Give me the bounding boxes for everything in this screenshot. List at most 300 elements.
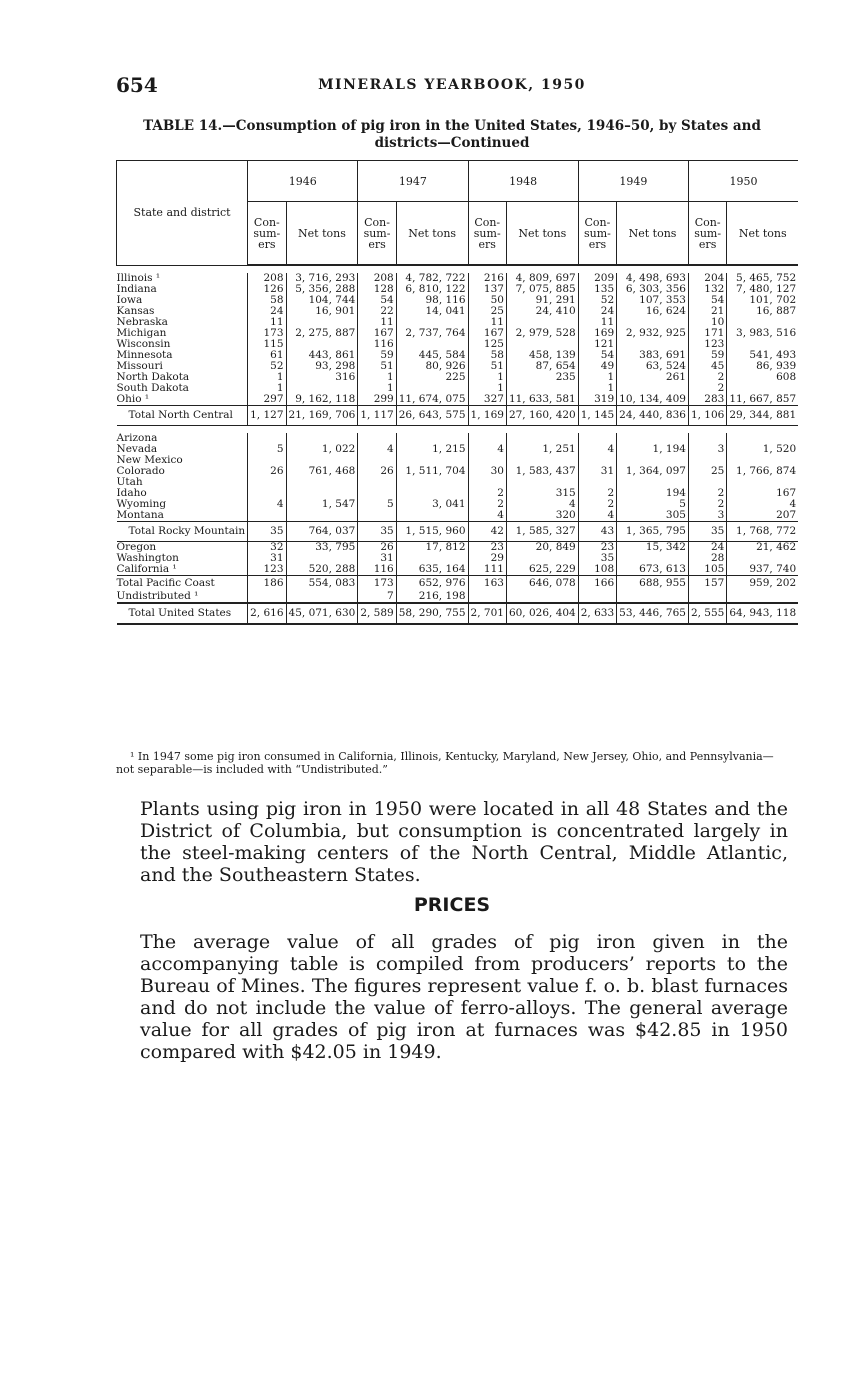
net-tons-cell: 11, 674, 075 — [396, 394, 468, 406]
consumers-cell: 35 — [578, 553, 616, 564]
net-tons-cell: 167 — [727, 488, 798, 499]
net-tons-cell: 3, 983, 516 — [727, 328, 798, 339]
net-tons-cell: 6, 303, 356 — [617, 284, 689, 295]
section-heading-prices: PRICES — [413, 894, 491, 916]
consumers-cell: 167 — [358, 328, 396, 339]
consumers-cell: 123 — [248, 564, 286, 576]
consumers-cell: 4 — [358, 444, 396, 455]
consumers-cell: 4 — [468, 444, 506, 455]
table-row — [117, 499, 799, 510]
state-cell: Colorado — [116, 465, 165, 477]
net-tons-cell: 3, 041 — [396, 499, 468, 510]
net-tons-cell: 1, 585, 327 — [506, 522, 578, 542]
net-tons-cell: 60, 026, 404 — [506, 603, 578, 624]
consumers-cell: 24 — [578, 306, 616, 317]
net-tons-cell: 64, 943, 118 — [727, 603, 798, 624]
net-tons-cell: 6, 810, 122 — [396, 284, 468, 295]
net-tons-cell: 261 — [617, 372, 689, 383]
consumers-header: Con-sum-ers — [688, 202, 726, 266]
consumers-cell: 58 — [468, 350, 506, 361]
consumers-cell: 283 — [688, 394, 726, 406]
consumers-cell: 208 — [248, 273, 286, 284]
consumers-cell: 125 — [468, 339, 506, 350]
net-tons-cell: 80, 926 — [396, 361, 468, 372]
net-tons-cell: 1, 511, 704 — [396, 466, 468, 477]
consumers-cell: 173 — [248, 328, 286, 339]
consumers-cell: 35 — [688, 522, 726, 542]
table-row — [117, 576, 799, 592]
consumers-header: Con-sum-ers — [248, 202, 286, 266]
consumers-cell: 23 — [468, 542, 506, 554]
net-tons-cell — [286, 477, 358, 488]
consumers-cell: 1 — [578, 383, 616, 394]
table-row — [117, 542, 799, 554]
table-row — [117, 394, 799, 406]
consumers-cell: 24 — [688, 542, 726, 554]
consumers-cell: 297 — [248, 394, 286, 406]
net-tons-cell: 1, 215 — [396, 444, 468, 455]
consumers-cell: 32 — [248, 542, 286, 554]
consumers-cell: 21 — [688, 306, 726, 317]
consumers-cell: 11 — [468, 317, 506, 328]
net-tons-cell: 5, 356, 288 — [286, 284, 358, 295]
consumers-cell — [248, 591, 286, 603]
consumers-cell: 128 — [358, 284, 396, 295]
net-tons-cell: 541, 493 — [727, 350, 798, 361]
consumers-cell: 157 — [688, 576, 726, 592]
consumers-cell: 327 — [468, 394, 506, 406]
consumers-cell: 116 — [358, 339, 396, 350]
net-tons-cell: 1, 251 — [506, 444, 578, 455]
net-tons-cell: 29, 344, 881 — [727, 406, 798, 426]
consumers-cell: 204 — [688, 273, 726, 284]
consumers-cell: 208 — [358, 273, 396, 284]
state-column-header: State and district — [117, 161, 248, 266]
net-tons-cell: 11, 633, 581 — [506, 394, 578, 406]
net-tons-cell — [506, 591, 578, 603]
consumers-cell: 11 — [248, 317, 286, 328]
state-cell: South Dakota — [116, 382, 189, 394]
state-cell: Nebraska — [116, 316, 168, 328]
net-tons-cell: 4, 782, 722 — [396, 273, 468, 284]
year-header-1947: 1947 — [358, 161, 468, 202]
consumers-cell: 1 — [358, 383, 396, 394]
net-tons-cell: 235 — [506, 372, 578, 383]
year-header-1948: 1948 — [468, 161, 578, 202]
net-tons-cell: 761, 468 — [286, 466, 358, 477]
state-cell: Montana — [116, 509, 164, 521]
paragraph-average-value: The average value of all grades of pig iron given in the accompanying table is compiled from producers’ reports to the Bureau of Mines. The figures represent value f. o. b. blast furnaces and do not include the value of ferro-alloys. The general average value for all grades of pig iron at furnaces was $42.85 in 1950 compared with $42.05 in 1949. — [140, 931, 788, 1063]
consumers-cell: 5 — [358, 499, 396, 510]
net-tons-cell: 316 — [286, 372, 358, 383]
net-tons-cell — [617, 591, 689, 603]
net-tons-cell: 17, 812 — [396, 542, 468, 554]
consumers-cell: 4 — [468, 510, 506, 522]
year-header-1950: 1950 — [688, 161, 798, 202]
consumers-cell: 42 — [468, 522, 506, 542]
state-cell: Iowa — [116, 294, 143, 306]
net-tons-cell: 24, 410 — [506, 306, 578, 317]
consumers-cell: 121 — [578, 339, 616, 350]
table-row — [117, 591, 799, 603]
consumers-cell — [248, 510, 286, 522]
consumers-cell: 2, 633 — [578, 603, 616, 624]
consumers-cell: 126 — [248, 284, 286, 295]
net-tons-cell: 458, 139 — [506, 350, 578, 361]
consumers-cell: 2, 589 — [358, 603, 396, 624]
consumers-cell: 1, 117 — [358, 406, 396, 426]
table-row — [117, 406, 799, 426]
state-cell: Wisconsin — [116, 338, 171, 350]
table-body — [117, 265, 799, 624]
net-tons-cell: 207 — [727, 510, 798, 522]
consumers-cell: 137 — [468, 284, 506, 295]
consumers-cell: 1 — [248, 372, 286, 383]
net-tons-header: Net tons — [286, 202, 358, 266]
state-cell: Nevada — [116, 443, 158, 455]
consumers-header: Con-sum-ers — [578, 202, 616, 266]
table-row — [117, 466, 799, 477]
consumers-cell: 4 — [248, 499, 286, 510]
consumers-cell: 171 — [688, 328, 726, 339]
consumers-cell: 1, 127 — [248, 406, 286, 426]
net-tons-cell: 53, 446, 765 — [617, 603, 689, 624]
net-tons-cell: 27, 160, 420 — [506, 406, 578, 426]
net-tons-cell: 11, 667, 857 — [727, 394, 798, 406]
net-tons-cell: 315 — [506, 488, 578, 499]
consumers-cell: 4 — [578, 510, 616, 522]
consumers-cell: 108 — [578, 564, 616, 576]
consumers-cell — [578, 591, 616, 603]
net-tons-cell: 652, 976 — [396, 576, 468, 592]
net-tons-cell: 20, 849 — [506, 542, 578, 554]
net-tons-cell: 2, 932, 925 — [617, 328, 689, 339]
table-row — [117, 372, 799, 383]
table-row — [117, 306, 799, 317]
net-tons-header: Net tons — [396, 202, 468, 266]
net-tons-cell: 688, 955 — [617, 576, 689, 592]
state-cell: New Mexico — [116, 454, 183, 466]
year-header-row — [117, 161, 799, 202]
consumers-cell: 135 — [578, 284, 616, 295]
consumers-header: Con-sum-ers — [358, 202, 396, 266]
consumers-cell: 26 — [358, 466, 396, 477]
net-tons-cell: 1, 365, 795 — [617, 522, 689, 542]
net-tons-cell: 93, 298 — [286, 361, 358, 372]
net-tons-cell — [727, 591, 798, 603]
page-header — [116, 73, 788, 97]
consumers-cell: 50 — [468, 295, 506, 306]
net-tons-cell: 1, 766, 874 — [727, 466, 798, 477]
consumers-cell: 31 — [358, 553, 396, 564]
consumers-cell: 1 — [468, 383, 506, 394]
consumers-header: Con-sum-ers — [468, 202, 506, 266]
state-cell: Illinois ¹ — [116, 272, 161, 284]
net-tons-cell: 7, 480, 127 — [727, 284, 798, 295]
net-tons-cell: 320 — [506, 510, 578, 522]
consumers-cell: 23 — [578, 542, 616, 554]
net-tons-cell: 87, 654 — [506, 361, 578, 372]
consumers-cell: 59 — [688, 350, 726, 361]
consumers-cell: 2, 555 — [688, 603, 726, 624]
consumers-cell — [248, 477, 286, 488]
state-cell: Wyoming — [116, 498, 167, 510]
net-tons-cell: 2, 275, 887 — [286, 328, 358, 339]
state-cell: Michigan — [116, 327, 167, 339]
net-tons-cell — [286, 591, 358, 603]
consumers-cell: 1 — [358, 372, 396, 383]
running-title: MINERALS YEARBOOK, 1950 — [318, 77, 586, 93]
net-tons-cell: 24, 440, 836 — [617, 406, 689, 426]
consumers-cell: 163 — [468, 576, 506, 592]
consumers-cell: 186 — [248, 576, 286, 592]
net-tons-cell: 107, 353 — [617, 295, 689, 306]
net-tons-cell: 4 — [727, 499, 798, 510]
net-tons-cell: 21, 169, 706 — [286, 406, 358, 426]
net-tons-cell: 98, 116 — [396, 295, 468, 306]
consumers-cell: 22 — [358, 306, 396, 317]
consumers-cell: 299 — [358, 394, 396, 406]
consumers-cell: 2, 701 — [468, 603, 506, 624]
net-tons-cell: 15, 342 — [617, 542, 689, 554]
net-tons-cell: 1, 364, 097 — [617, 466, 689, 477]
net-tons-cell: 58, 290, 755 — [396, 603, 468, 624]
net-tons-cell: 21, 462 — [727, 542, 798, 554]
state-cell: Missouri — [116, 360, 163, 372]
consumers-cell: 26 — [358, 542, 396, 554]
consumers-cell: 116 — [358, 564, 396, 576]
consumers-cell: 11 — [578, 317, 616, 328]
net-tons-cell: 104, 744 — [286, 295, 358, 306]
consumers-cell: 31 — [248, 553, 286, 564]
consumers-cell: 1 — [248, 383, 286, 394]
year-header-1946: 1946 — [248, 161, 358, 202]
net-tons-cell: 216, 198 — [396, 591, 468, 603]
state-cell: Kansas — [116, 305, 155, 317]
consumers-cell: 2 — [468, 499, 506, 510]
consumers-cell: 2 — [688, 499, 726, 510]
table-row — [117, 564, 799, 576]
state-cell: Ohio ¹ — [116, 393, 150, 405]
consumers-cell: 35 — [248, 522, 286, 542]
net-tons-cell: 91, 291 — [506, 295, 578, 306]
consumers-cell — [688, 591, 726, 603]
consumers-cell: 54 — [688, 295, 726, 306]
state-cell: Undistributed ¹ — [116, 590, 199, 602]
consumers-cell: 1, 169 — [468, 406, 506, 426]
consumers-cell: 45 — [688, 361, 726, 372]
consumers-cell: 51 — [358, 361, 396, 372]
net-tons-cell: 554, 083 — [286, 576, 358, 592]
consumers-cell: 123 — [688, 339, 726, 350]
consumers-cell: 35 — [358, 522, 396, 542]
table-row — [117, 510, 799, 522]
consumers-cell: 28 — [688, 553, 726, 564]
net-tons-cell: 608 — [727, 372, 798, 383]
net-tons-cell: 635, 164 — [396, 564, 468, 576]
net-tons-cell: 1, 194 — [617, 444, 689, 455]
consumers-cell: 115 — [248, 339, 286, 350]
consumers-cell: 43 — [578, 522, 616, 542]
consumers-cell: 2 — [578, 499, 616, 510]
consumers-cell: 10 — [688, 317, 726, 328]
consumers-cell: 24 — [248, 306, 286, 317]
consumers-cell: 216 — [468, 273, 506, 284]
net-tons-cell: 9, 162, 118 — [286, 394, 358, 406]
consumers-cell: 59 — [358, 350, 396, 361]
consumers-cell: 166 — [578, 576, 616, 592]
net-tons-cell: 1, 583, 437 — [506, 466, 578, 477]
net-tons-cell: 45, 071, 630 — [286, 603, 358, 624]
net-tons-cell: 16, 901 — [286, 306, 358, 317]
consumers-cell: 52 — [248, 361, 286, 372]
table-title: TABLE 14.—Consumption of pig iron in the United States, 1946–50, by States and districts—Continued — [143, 118, 761, 151]
state-cell: North Dakota — [116, 371, 190, 383]
net-tons-header: Net tons — [617, 202, 689, 266]
state-cell: Minnesota — [116, 349, 173, 361]
consumers-cell: 51 — [468, 361, 506, 372]
state-cell: Total North Central — [117, 406, 248, 426]
net-tons-cell: 646, 078 — [506, 576, 578, 592]
table-row — [117, 603, 799, 624]
state-cell: Total Pacific Coast — [117, 576, 248, 592]
consumers-cell: 29 — [468, 553, 506, 564]
consumers-cell: 1 — [578, 372, 616, 383]
net-tons-cell: 4, 809, 697 — [506, 273, 578, 284]
net-tons-cell: 959, 202 — [727, 576, 798, 592]
net-tons-cell: 14, 041 — [396, 306, 468, 317]
consumers-cell: 167 — [468, 328, 506, 339]
consumers-cell: 111 — [468, 564, 506, 576]
net-tons-cell: 383, 691 — [617, 350, 689, 361]
state-cell: Idaho — [116, 487, 147, 499]
state-cell: Indiana — [116, 283, 157, 295]
net-tons-cell — [286, 510, 358, 522]
net-tons-cell: 225 — [396, 372, 468, 383]
state-cell: Washington — [116, 552, 179, 564]
consumers-cell: 2 — [578, 488, 616, 499]
net-tons-cell: 1, 547 — [286, 499, 358, 510]
consumers-cell: 1, 145 — [578, 406, 616, 426]
net-tons-cell: 1, 515, 960 — [396, 522, 468, 542]
state-cell: Total United States — [117, 603, 248, 624]
consumers-cell: 319 — [578, 394, 616, 406]
consumers-cell: 11 — [358, 317, 396, 328]
consumers-cell: 169 — [578, 328, 616, 339]
consumption-table-container — [116, 160, 797, 625]
net-tons-header: Net tons — [506, 202, 578, 266]
net-tons-cell: 4 — [506, 499, 578, 510]
state-cell: Utah — [116, 476, 143, 488]
net-tons-cell: 1, 022 — [286, 444, 358, 455]
table-row — [117, 328, 799, 339]
page-number: 654 — [116, 73, 158, 97]
net-tons-cell — [396, 510, 468, 522]
net-tons-cell: 305 — [617, 510, 689, 522]
net-tons-cell: 5, 465, 752 — [727, 273, 798, 284]
consumers-cell: 173 — [358, 576, 396, 592]
state-cell: Total Rocky Mountain — [117, 522, 248, 542]
net-tons-header: Net tons — [727, 202, 798, 266]
consumers-cell: 49 — [578, 361, 616, 372]
state-cell: Arizona — [116, 432, 158, 444]
net-tons-cell: 2, 979, 528 — [506, 328, 578, 339]
consumers-cell: 3 — [688, 510, 726, 522]
consumers-cell: 26 — [248, 466, 286, 477]
consumers-cell: 105 — [688, 564, 726, 576]
consumers-cell: 2 — [688, 488, 726, 499]
net-tons-cell: 1, 520 — [727, 444, 798, 455]
net-tons-cell: 445, 584 — [396, 350, 468, 361]
consumers-cell: 2 — [688, 383, 726, 394]
consumers-cell — [358, 510, 396, 522]
net-tons-cell: 443, 861 — [286, 350, 358, 361]
consumers-cell: 54 — [578, 350, 616, 361]
consumers-cell: 30 — [468, 466, 506, 477]
year-header-1949: 1949 — [578, 161, 688, 202]
consumers-cell: 1 — [468, 372, 506, 383]
spacer-cell — [117, 426, 799, 434]
net-tons-cell — [396, 477, 468, 488]
consumers-cell: 3 — [688, 444, 726, 455]
consumers-cell: 209 — [578, 273, 616, 284]
consumers-cell: 2 — [688, 372, 726, 383]
table-row — [117, 444, 799, 455]
consumers-cell: 61 — [248, 350, 286, 361]
net-tons-cell: 7, 075, 885 — [506, 284, 578, 295]
footnote: ¹ In 1947 some pig iron consumed in California, Illinois, Kentucky, Maryland, New Jersey, Ohio, and Pennsylvania—not separable—is included with “Undistributed.” — [116, 750, 774, 776]
net-tons-cell: 16, 624 — [617, 306, 689, 317]
net-tons-cell: 10, 134, 409 — [617, 394, 689, 406]
net-tons-cell: 101, 702 — [727, 295, 798, 306]
consumers-cell: 2 — [468, 488, 506, 499]
consumers-cell: 2, 616 — [248, 603, 286, 624]
consumers-cell: 5 — [248, 444, 286, 455]
state-cell: Oregon — [116, 541, 157, 553]
net-tons-cell: 937, 740 — [727, 564, 798, 576]
consumers-cell: 58 — [248, 295, 286, 306]
net-tons-cell: 16, 887 — [727, 306, 798, 317]
consumers-cell: 7 — [358, 591, 396, 603]
consumption-table — [116, 160, 798, 625]
consumers-cell — [358, 477, 396, 488]
consumers-cell: 31 — [578, 466, 616, 477]
net-tons-cell: 625, 229 — [506, 564, 578, 576]
consumers-cell: 1, 106 — [688, 406, 726, 426]
consumers-cell: 25 — [688, 466, 726, 477]
net-tons-cell: 63, 524 — [617, 361, 689, 372]
spacer-row — [117, 426, 799, 434]
net-tons-cell: 4, 498, 693 — [617, 273, 689, 284]
net-tons-cell: 5 — [617, 499, 689, 510]
net-tons-cell: 86, 939 — [727, 361, 798, 372]
consumers-cell: 54 — [358, 295, 396, 306]
consumers-cell: 132 — [688, 284, 726, 295]
net-tons-cell: 194 — [617, 488, 689, 499]
net-tons-cell: 764, 037 — [286, 522, 358, 542]
consumers-cell: 4 — [578, 444, 616, 455]
net-tons-cell: 3, 716, 293 — [286, 273, 358, 284]
net-tons-cell: 520, 288 — [286, 564, 358, 576]
net-tons-cell: 673, 613 — [617, 564, 689, 576]
table-row — [117, 522, 799, 542]
consumers-cell: 52 — [578, 295, 616, 306]
table-row — [117, 477, 799, 488]
net-tons-cell: 1, 768, 772 — [727, 522, 798, 542]
consumers-cell: 25 — [468, 306, 506, 317]
net-tons-cell: 26, 643, 575 — [396, 406, 468, 426]
paragraph-plants: Plants using pig iron in 1950 were located in all 48 States and the District of Columbia, but consumption is concentrated largely in the steel-making centers of the North Central, Middle Atlantic, and the Southeastern States. — [140, 798, 788, 886]
